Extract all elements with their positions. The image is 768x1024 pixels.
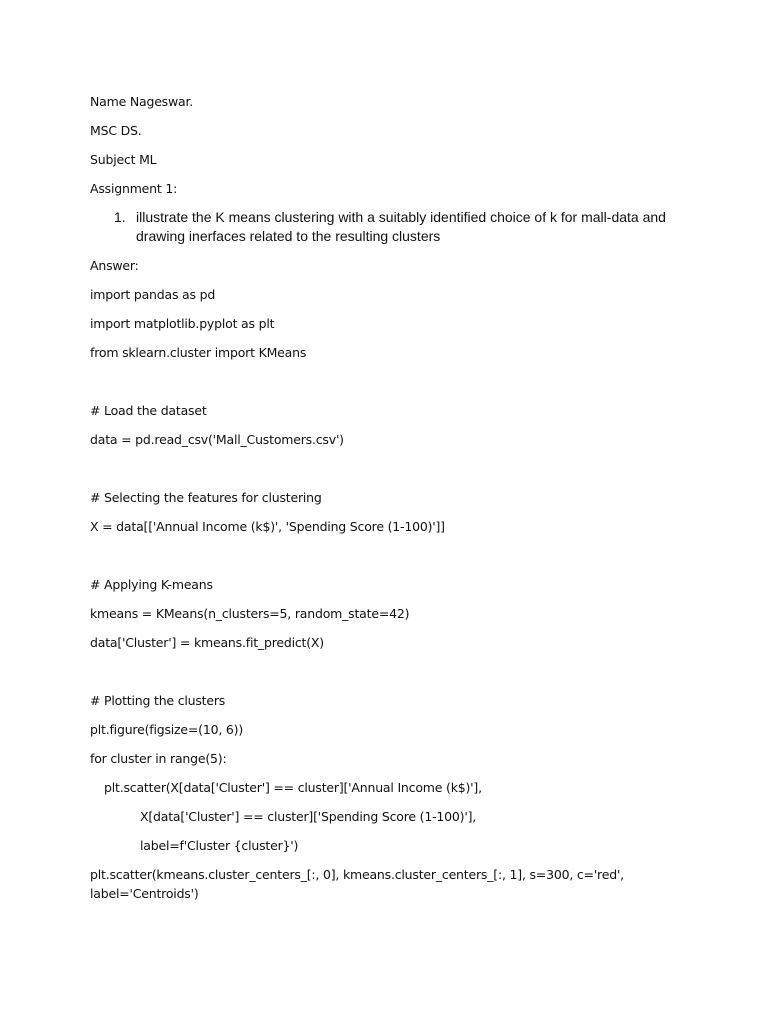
student-name: Name Nageswar.: [90, 94, 194, 109]
code-line-figure: plt.figure(figsize=(10, 6)): [90, 722, 243, 737]
code-line-scatter-1: plt.scatter(X[data['Cluster'] == cluster]['Annual Income (k$)'],: [104, 780, 482, 795]
code-line-read-csv: data = pd.read_csv('Mall_Customers.csv'): [90, 432, 344, 447]
answer-label: Answer:: [90, 258, 139, 273]
question-line-1: illustrate the K means clustering with a suitably identified choice of k for mall-data and: [136, 209, 666, 225]
question-text: [136, 208, 696, 246]
code-line-kmeans-init: kmeans = KMeans(n_clusters=5, random_state=42): [90, 606, 410, 621]
code-line-scatter-2: X[data['Cluster'] == cluster]['Spending Score (1-100)'],: [140, 809, 477, 824]
code-line-scatter-3: label=f'Cluster {cluster}'): [140, 838, 299, 853]
question-line-2: drawing inerfaces related to the resulting clusters: [136, 228, 441, 244]
code-line-import-matplotlib: import matplotlib.pyplot as plt: [90, 316, 275, 331]
course-name: MSC DS.: [90, 123, 142, 138]
assignment-title: Assignment 1:: [90, 181, 178, 196]
code-comment-load: # Load the dataset: [90, 403, 207, 418]
code-line-centroids-2: label='Centroids'): [90, 886, 199, 901]
code-comment-apply: # Applying K-means: [90, 577, 213, 592]
code-comment-select: # Selecting the features for clustering: [90, 490, 322, 505]
code-line-select-features: X = data[['Annual Income (k$)', 'Spending Score (1-100)']]: [90, 519, 445, 534]
code-line-fit-predict: data['Cluster'] = kmeans.fit_predict(X): [90, 635, 324, 650]
code-line-centroids-1: plt.scatter(kmeans.cluster_centers_[:, 0], kmeans.cluster_centers_[:, 1], s=300, c='red',: [90, 867, 624, 882]
code-line-for-loop: for cluster in range(5):: [90, 751, 227, 766]
question-number: 1.: [114, 209, 126, 225]
code-comment-plot: # Plotting the clusters: [90, 693, 226, 708]
subject-name: Subject ML: [90, 152, 157, 167]
code-line-import-kmeans: from sklearn.cluster import KMeans: [90, 345, 307, 360]
code-line-import-pandas: import pandas as pd: [90, 287, 216, 302]
